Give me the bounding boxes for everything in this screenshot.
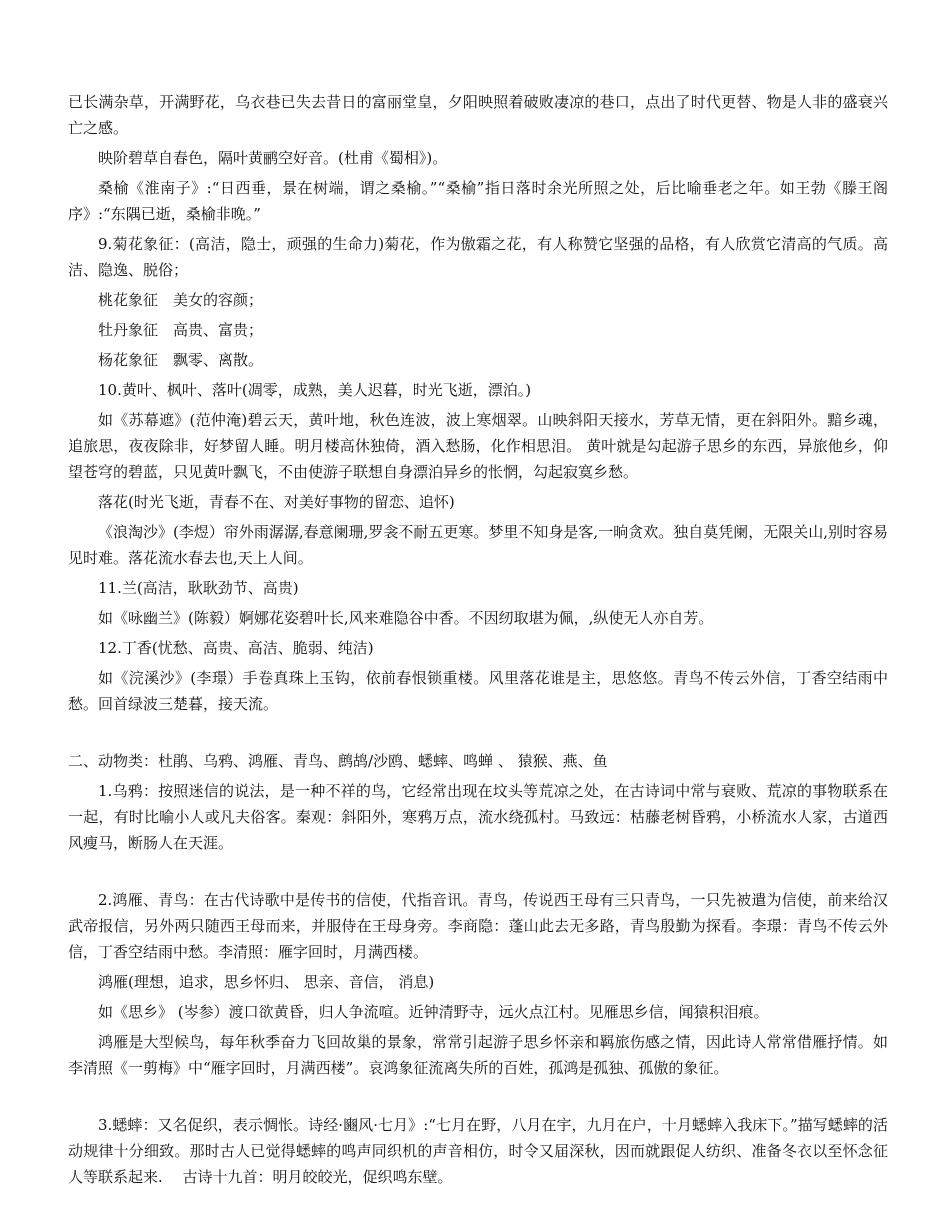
document-page — [68, 89, 888, 1194]
paragraph-wild-goose-heading: 鸿雁(理想，追求，思乡怀归、 思亲、音信， 消息) — [98, 973, 435, 991]
paragraph-yongyoulan: 如《咏幽兰》(陈毅）婀娜花姿碧叶长,风来难隐谷中香。不因纫取堪为佩，,纵使无人亦自芳。 — [98, 609, 714, 627]
paragraph-fallen-flowers-heading: 落花(时光飞逝，青春不在、对美好事物的留恋、追怀) — [98, 493, 455, 511]
paragraph-peony: 牡丹象征 高贵、富贵； — [98, 321, 264, 339]
paragraph-huanxisha: 如《浣溪沙》(李璟）手卷真珠上玉钩，依前春恨锁重楼。风里落花谁是主，思悠悠。青鸟不传云外信，丁香空结雨中愁。回首绿波三楚暮，接天流。 — [68, 669, 888, 713]
paragraph-wild-goose-bluebird: 2.鸿雁、青鸟：在古代诗歌中是传书的信使，代指音讯。青鸟，传说西王母有三只青鸟，一只先被遣为信使，前来给汉武帝报信，另外两只随西王母而来，并服侍在王母身旁。李商隐：蓬山此去无多路，青鸟殷勤为探看。李璟：青鸟不传云外信，丁香空结雨中愁。李清照：雁字回时，月满西楼。 — [68, 891, 888, 961]
paragraph-crow: 1.乌鸦：按照迷信的说法，是一种不祥的鸟，它经常出现在坟头等荒凉之处，在古诗词中常与衰败、荒凉的事物联系在一起，有时比喻小人或凡夫俗客。秦观：斜阳外，寒鸦万点，流水绕孤村。马致远：枯藤老树昏鸦，小桥流水人家，古道西风瘦马，断肠人在天涯。 — [68, 782, 888, 852]
paragraph-chrysanthemum: 9.菊花象征：(高洁，隐士，顽强的生命力)菊花，作为傲霜之花，有人称赞它坚强的品格，有人欣赏它清高的气质。高洁、隐逸、脱俗； — [68, 235, 888, 279]
paragraph-sangyu: 桑榆《淮南子》:“日西垂，景在树端，谓之桑榆。”“桑榆”指日落时余光所照之处，后比喻垂老之年。如王勃《滕王阁序》:“东隅已逝，桑榆非晚。” — [68, 179, 888, 223]
paragraph-lilac-heading: 12.丁香(忧愁、高贵、高洁、脆弱、纯洁) — [98, 639, 374, 657]
paragraph-yellow-leaves-heading: 10.黄叶、枫叶、落叶(凋零，成熟，美人迟暮，时光飞逝，漂泊。) — [98, 381, 532, 399]
section-spacer — [68, 860, 888, 887]
paragraph-wuyixiang: 已长满杂草，开满野花，乌衣巷已失去昔日的富丽堂皇，夕阳映照着破败凄凉的巷口，点出了时代更替、物是人非的盛衰兴亡之感。 — [68, 93, 888, 137]
section-spacer — [68, 1085, 888, 1112]
paragraph-shuxiang-quote: 映阶碧草自春色，隔叶黄鹂空好音。(杜甫《蜀相》)。 — [98, 149, 448, 167]
paragraph-langtaosha: 《浪淘沙》(李煜）帘外雨潺潺,春意阑珊,罗衾不耐五更寒。梦里不知身是客,一晌贪欢。独自莫凭阑，无限关山,别时容易见时难。落花流水春去也,天上人间。 — [68, 523, 888, 567]
section-spacer — [68, 721, 888, 748]
paragraph-orchid-heading: 11.兰(高洁，耿耿劲节、高贵) — [98, 579, 299, 597]
paragraph-peach-blossom: 桃花象征 美女的容颜； — [98, 291, 264, 309]
section-heading-animals: 二、动物类：杜鹃、乌鸦、鸿雁、青鸟、鹧鸪/沙鸥、蟋蟀、鸣蝉 、 猿猴、燕、鱼 — [68, 752, 608, 770]
paragraph-wild-goose-migration: 鸿雁是大型候鸟，每年秋季奋力飞回故巢的景象，常常引起游子思乡怀亲和羁旅伤感之情，因此诗人常常借雁抒情。如李清照《一剪梅》中“雁字回时，月满西楼”。哀鸿象征流离失所的百姓，孤鸿是孤独、孤傲的象征。 — [68, 1033, 888, 1077]
paragraph-sumuzhe: 如《苏幕遮》(范仲淹)碧云天，黄叶地，秋色连波，波上寒烟翠。山映斜阳天接水，芳草无情，更在斜阳外。黯乡魂，追旅思，夜夜除非，好梦留人睡。明月楼高休独倚，酒入愁肠，化作相思泪。 黄叶就是勾起游子思乡的东西，异旅他乡，仰望苍穹的碧蓝，只见黄叶飘飞，不由使游子联想自身漂泊异乡的怅惘，勾起寂寞乡愁。 — [68, 411, 888, 481]
paragraph-willow-catkin: 杨花象征 飘零、离散。 — [98, 351, 264, 369]
paragraph-cricket: 3.蟋蟀：又名促织，表示惆怅。诗经·豳风·七月》:“七月在野，八月在宇，九月在户，十月蟋蟀入我床下。”描写蟋蟀的活动规律十分细致。那时古人已觉得蟋蟀的鸣声同织机的声音相仿，时令又届深秋，因而就跟促人纺织、准备冬衣以至怀念征人等联系起来. 古诗十九首：明月皎皎光，促织鸣东壁。 — [68, 1116, 888, 1186]
paragraph-sixiang: 如《思乡》 (岑参）渡口欲黄昏，归人争流喧。近钟清野寺，远火点江村。见雁思乡信，闻猿积泪痕。 — [98, 1003, 769, 1021]
